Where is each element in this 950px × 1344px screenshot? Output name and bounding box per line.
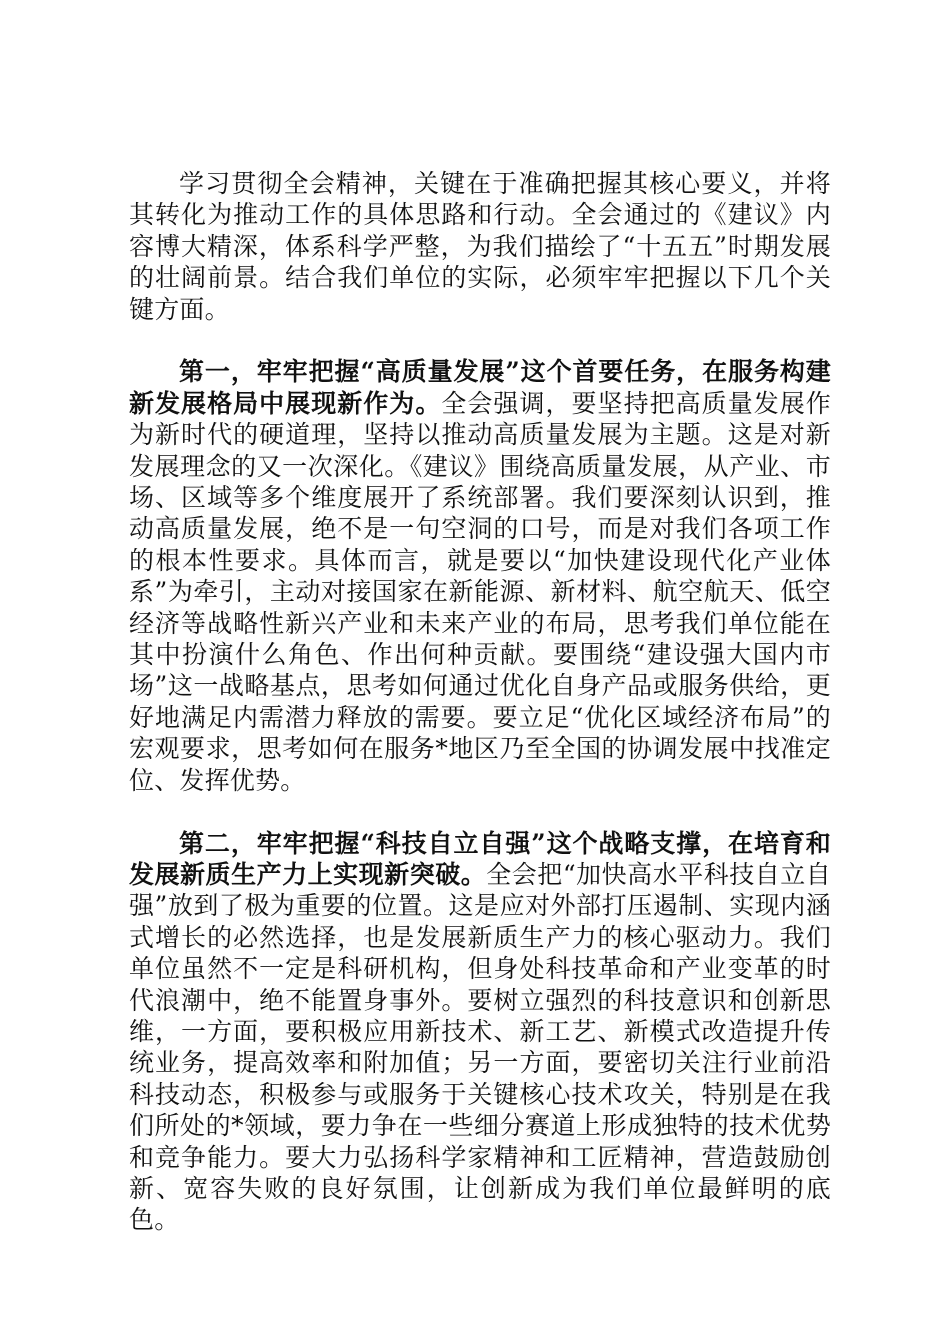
paragraph-lead: 第一，牢牢把握“高质量发展”这个首要任务，在服务构建新发展格局中展现新作为。 xyxy=(129,357,831,418)
paragraph-first-point xyxy=(129,356,831,796)
paragraph-body: 学习贯彻全会精神，关键在于准确把握其核心要义，并将其转化为推动工作的具体思路和行动。全会通过的《建议》内容博大精深，体系科学严整，为我们描绘了“十五五”时期发展的壮阔前景。结合我们单位的实际，必须牢牢把握以下几个关键方面。 xyxy=(129,169,831,324)
document-page xyxy=(129,168,831,1267)
paragraph-body: 全会强调，要坚持把高质量发展作为新时代的硬道理，坚持以推动高质量发展为主题。这是对新发展理念的又一次深化。《建议》围绕高质量发展，从产业、市场、区域等多个维度展开了系统部署。我们要深刻认识到，推动高质量发展，绝不是一句空洞的口号，而是对我们各项工作的根本性要求。具体而言，就是要以“加快建设现代化产业体系”为牵引，主动对接国家在新能源、新材料、航空航天、低空经济等战略性新兴产业和未来产业的布局，思考我们单位能在其中扮演什么角色、作出何种贡献。要围绕“建设强大国内市场”这一战略基点，思考如何通过优化自身产品或服务供给，更好地满足内需潜力释放的需要。要立足“优化区域经济布局”的宏观要求，思考如何在服务*地区乃至全国的协调发展中找准定位、发挥优势。 xyxy=(129,388,831,795)
paragraph-second-point xyxy=(129,828,831,1236)
paragraph-lead: 第二，牢牢把握“科技自立自强”这个战略支撑，在培育和发展新质生产力上实现新突破。 xyxy=(129,828,831,889)
paragraph-intro xyxy=(129,168,831,325)
paragraph-body: 全会把“加快高水平科技自立自强”放到了极为重要的位置。这是应对外部打压遏制、实现内涵式增长的必然选择，也是发展新质生产力的核心驱动力。我们单位虽然不一定是科研机构，但身处科技革命和产业变革的时代浪潮中，绝不能置身事外。要树立强烈的科技意识和创新思维，一方面，要积极应用新技术、新工艺、新模式改造提升传统业务，提高效率和附加值；另一方面，要密切关注行业前沿科技动态，积极参与或服务于关键核心技术攻关，特别是在我们所处的*领域，要力争在一些细分赛道上形成独特的技术优势和竞争能力。要大力弘扬科学家精神和工匠精神，营造鼓励创新、宽容失败的良好氛围，让创新成为我们单位最鲜明的底色。 xyxy=(129,859,831,1235)
